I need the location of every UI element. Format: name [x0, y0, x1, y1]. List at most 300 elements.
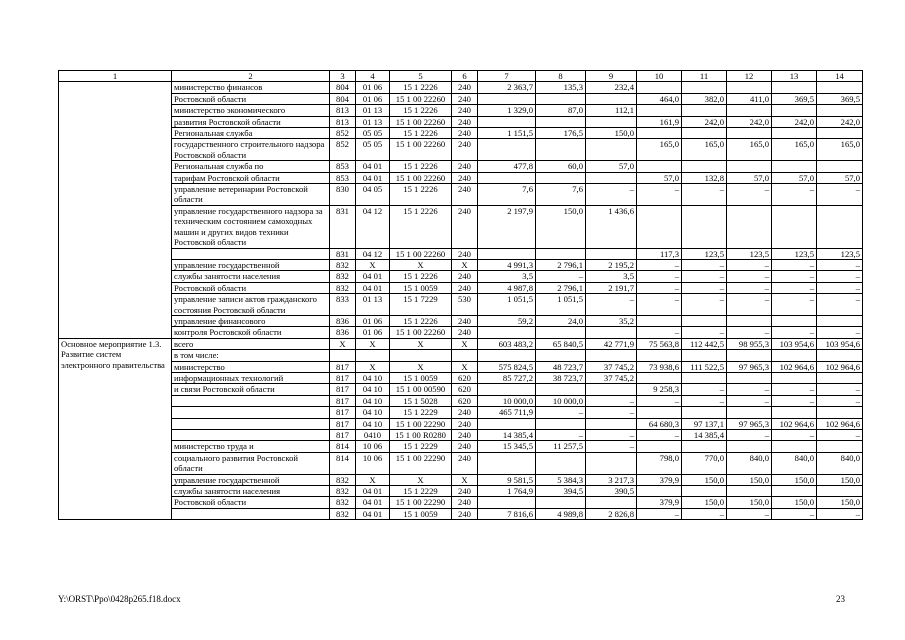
value-cell: [478, 350, 536, 361]
value-cell: [817, 486, 863, 497]
value-cell: [478, 248, 536, 259]
code-cell: 814: [330, 441, 356, 452]
code-cell: 15 1 00 R0280: [390, 430, 452, 441]
value-cell: 3,5: [478, 271, 536, 282]
executor-cell: тарифам Ростовской области: [172, 172, 330, 183]
value-cell: [727, 128, 772, 139]
code-cell: 04 01: [356, 271, 390, 282]
executor-cell: [172, 395, 330, 406]
value-cell: 64 680,3: [637, 418, 682, 429]
value-cell: [817, 205, 863, 248]
value-cell: 840,0: [772, 452, 817, 474]
value-cell: 7,6: [478, 184, 536, 206]
value-cell: [478, 384, 536, 395]
code-cell: 832: [330, 508, 356, 519]
table-row: [59, 116, 863, 127]
value-cell: 150,0: [817, 497, 863, 508]
table-row: [59, 497, 863, 508]
value-cell: [637, 486, 682, 497]
table-row: [59, 205, 863, 248]
value-cell: [637, 82, 682, 93]
code-cell: 240: [452, 105, 478, 116]
value-cell: 57,0: [586, 161, 637, 172]
value-cell: –: [772, 271, 817, 282]
table-row: [59, 128, 863, 139]
code-cell: 01 13: [356, 294, 390, 316]
value-cell: 102 964,6: [772, 418, 817, 429]
header-cell: 8: [536, 71, 586, 82]
code-cell: 10 06: [356, 441, 390, 452]
value-cell: –: [817, 508, 863, 519]
code-cell: 852: [330, 139, 356, 161]
value-cell: 161,9: [637, 116, 682, 127]
value-cell: 242,0: [817, 116, 863, 127]
code-cell: 10 06: [356, 452, 390, 474]
code-cell: 240: [452, 282, 478, 293]
value-cell: 150,0: [772, 474, 817, 485]
value-cell: [727, 315, 772, 326]
code-cell: 01 13: [356, 116, 390, 127]
value-cell: [478, 139, 536, 161]
header-cell: 11: [682, 71, 727, 82]
code-cell: 813: [330, 105, 356, 116]
value-cell: [586, 384, 637, 395]
value-cell: –: [682, 282, 727, 293]
code-cell: 04 01: [356, 497, 390, 508]
value-cell: 1 329,0: [478, 105, 536, 116]
table-row: [59, 294, 863, 316]
header-cell: 7: [478, 71, 536, 82]
value-cell: –: [772, 395, 817, 406]
table-row: [59, 282, 863, 293]
value-cell: 103 954,6: [817, 338, 863, 349]
value-cell: –: [586, 184, 637, 206]
value-cell: 59,2: [478, 315, 536, 326]
value-cell: [682, 407, 727, 418]
code-cell: 01 06: [356, 93, 390, 104]
value-cell: [772, 315, 817, 326]
code-cell: 15 1 00 22260: [390, 116, 452, 127]
executor-cell: Ростовской области: [172, 282, 330, 293]
executor-cell: [172, 248, 330, 259]
value-cell: [536, 172, 586, 183]
value-cell: –: [817, 395, 863, 406]
value-cell: [772, 372, 817, 383]
code-cell: 804: [330, 93, 356, 104]
code-cell: 04 10: [356, 418, 390, 429]
code-cell: 04 10: [356, 384, 390, 395]
code-cell: Х: [356, 361, 390, 372]
value-cell: –: [637, 327, 682, 338]
value-cell: [637, 161, 682, 172]
value-cell: [682, 105, 727, 116]
value-cell: 7,6: [536, 184, 586, 206]
code-cell: 620: [452, 384, 478, 395]
value-cell: [536, 452, 586, 474]
value-cell: [536, 248, 586, 259]
code-cell: 15 1 2226: [390, 128, 452, 139]
value-cell: 770,0: [682, 452, 727, 474]
value-cell: 369,5: [817, 93, 863, 104]
code-cell: 814: [330, 452, 356, 474]
value-cell: [536, 327, 586, 338]
value-cell: [478, 418, 536, 429]
executor-cell: министерство труда и: [172, 441, 330, 452]
executor-cell: службы занятости населения: [172, 486, 330, 497]
value-cell: 117,3: [637, 248, 682, 259]
executor-cell: в том числе:: [172, 350, 330, 361]
code-cell: 240: [452, 248, 478, 259]
value-cell: [772, 82, 817, 93]
code-cell: [390, 350, 452, 361]
value-cell: 465 711,9: [478, 407, 536, 418]
table-row: [59, 161, 863, 172]
code-cell: 240: [452, 128, 478, 139]
value-cell: 123,5: [682, 248, 727, 259]
value-cell: [727, 407, 772, 418]
value-cell: –: [637, 259, 682, 270]
header-cell: 10: [637, 71, 682, 82]
table-row: [59, 486, 863, 497]
table-row: [59, 361, 863, 372]
value-cell: –: [586, 441, 637, 452]
code-cell: 15 1 2229: [390, 407, 452, 418]
value-cell: 464,0: [637, 93, 682, 104]
value-cell: –: [586, 294, 637, 316]
code-cell: 04 01: [356, 172, 390, 183]
value-cell: 102 964,6: [772, 361, 817, 372]
value-cell: [637, 441, 682, 452]
value-cell: 60,0: [536, 161, 586, 172]
value-cell: –: [727, 259, 772, 270]
code-cell: 832: [330, 486, 356, 497]
value-cell: –: [727, 395, 772, 406]
header-cell: 13: [772, 71, 817, 82]
code-cell: 240: [452, 116, 478, 127]
code-cell: 240: [452, 139, 478, 161]
code-cell: 832: [330, 282, 356, 293]
value-cell: 87,0: [536, 105, 586, 116]
code-cell: 15 1 00 22290: [390, 418, 452, 429]
value-cell: 38 723,7: [536, 372, 586, 383]
table-row: [59, 452, 863, 474]
value-cell: –: [682, 184, 727, 206]
table-row: [59, 271, 863, 282]
value-cell: 150,0: [682, 474, 727, 485]
code-cell: 04 12: [356, 205, 390, 248]
table-row: [59, 372, 863, 383]
value-cell: [586, 93, 637, 104]
table-row: [59, 105, 863, 116]
value-cell: –: [772, 184, 817, 206]
value-cell: 840,0: [727, 452, 772, 474]
value-cell: [478, 327, 536, 338]
code-cell: 853: [330, 172, 356, 183]
code-cell: 04 10: [356, 372, 390, 383]
code-cell: 15 1 2226: [390, 205, 452, 248]
value-cell: –: [637, 271, 682, 282]
value-cell: –: [817, 259, 863, 270]
value-cell: [637, 315, 682, 326]
value-cell: –: [536, 271, 586, 282]
executor-cell: министерство финансов: [172, 82, 330, 93]
value-cell: [817, 82, 863, 93]
value-cell: [682, 82, 727, 93]
value-cell: –: [817, 282, 863, 293]
value-cell: –: [727, 384, 772, 395]
value-cell: 242,0: [727, 116, 772, 127]
value-cell: 165,0: [817, 139, 863, 161]
code-cell: 01 13: [356, 105, 390, 116]
value-cell: 57,0: [727, 172, 772, 183]
value-cell: 390,5: [586, 486, 637, 497]
code-cell: 832: [330, 497, 356, 508]
value-cell: [682, 441, 727, 452]
value-cell: 112,1: [586, 105, 637, 116]
code-cell: 817: [330, 372, 356, 383]
executor-cell: [172, 418, 330, 429]
value-cell: [772, 205, 817, 248]
value-cell: –: [727, 271, 772, 282]
code-cell: 817: [330, 407, 356, 418]
value-cell: –: [727, 327, 772, 338]
value-cell: [727, 486, 772, 497]
value-cell: 132,8: [682, 172, 727, 183]
code-cell: Х: [390, 259, 452, 270]
value-cell: [817, 128, 863, 139]
value-cell: 165,0: [682, 139, 727, 161]
header-cell: 5: [390, 71, 452, 82]
code-cell: 15 1 00 22260: [390, 327, 452, 338]
value-cell: [772, 128, 817, 139]
executor-cell: и связи Ростовской области: [172, 384, 330, 395]
code-cell: 15 1 00 22260: [390, 248, 452, 259]
value-cell: –: [772, 508, 817, 519]
value-cell: 242,0: [682, 116, 727, 127]
value-cell: –: [586, 395, 637, 406]
value-cell: 42 771,9: [586, 338, 637, 349]
value-cell: 150,0: [772, 497, 817, 508]
value-cell: –: [727, 430, 772, 441]
value-cell: [637, 407, 682, 418]
value-cell: [727, 82, 772, 93]
value-cell: 840,0: [817, 452, 863, 474]
value-cell: [682, 372, 727, 383]
code-cell: 240: [452, 452, 478, 474]
code-cell: 620: [452, 372, 478, 383]
value-cell: [817, 161, 863, 172]
header-row: [59, 71, 863, 82]
code-cell: 240: [452, 205, 478, 248]
header-cell: 4: [356, 71, 390, 82]
value-cell: 2 826,8: [586, 508, 637, 519]
value-cell: 85 727,2: [478, 372, 536, 383]
code-cell: 831: [330, 205, 356, 248]
value-cell: [727, 350, 772, 361]
executor-cell: [172, 430, 330, 441]
table-row: [59, 259, 863, 270]
code-cell: 240: [452, 407, 478, 418]
executor-cell: всего: [172, 338, 330, 349]
value-cell: [536, 350, 586, 361]
executor-cell: социального развития Ростовской области: [172, 452, 330, 474]
code-cell: 240: [452, 430, 478, 441]
value-cell: [478, 452, 536, 474]
code-cell: 15 1 2226: [390, 161, 452, 172]
code-cell: 0410: [356, 430, 390, 441]
value-cell: [586, 172, 637, 183]
value-cell: [536, 139, 586, 161]
code-cell: 817: [330, 430, 356, 441]
value-cell: 477,8: [478, 161, 536, 172]
value-cell: [536, 116, 586, 127]
value-cell: [682, 315, 727, 326]
value-cell: 2 195,2: [586, 259, 637, 270]
code-cell: 01 06: [356, 82, 390, 93]
code-cell: 15 1 00 00590: [390, 384, 452, 395]
header-cell: 3: [330, 71, 356, 82]
value-cell: –: [772, 282, 817, 293]
value-cell: [817, 441, 863, 452]
value-cell: 382,0: [682, 93, 727, 104]
code-cell: 04 12: [356, 248, 390, 259]
value-cell: 2 197,9: [478, 205, 536, 248]
code-cell: 817: [330, 418, 356, 429]
code-cell: 15 1 00 22290: [390, 452, 452, 474]
value-cell: [586, 418, 637, 429]
value-cell: [536, 418, 586, 429]
executor-cell: Региональная служба: [172, 128, 330, 139]
value-cell: [586, 248, 637, 259]
header-cell: 2: [172, 71, 330, 82]
code-cell: 240: [452, 441, 478, 452]
code-cell: 813: [330, 116, 356, 127]
value-cell: –: [772, 384, 817, 395]
value-cell: –: [817, 184, 863, 206]
value-cell: 242,0: [772, 116, 817, 127]
code-cell: 15 1 5028: [390, 395, 452, 406]
code-cell: 530: [452, 294, 478, 316]
code-cell: 240: [452, 172, 478, 183]
executor-cell: службы занятости населения: [172, 271, 330, 282]
value-cell: 379,9: [637, 474, 682, 485]
code-cell: 240: [452, 161, 478, 172]
code-cell: 817: [330, 361, 356, 372]
value-cell: –: [682, 508, 727, 519]
header-cell: 14: [817, 71, 863, 82]
value-cell: 1 436,6: [586, 205, 637, 248]
value-cell: [586, 139, 637, 161]
code-cell: Х: [356, 474, 390, 485]
page-number: 23: [836, 594, 845, 604]
code-cell: 05 05: [356, 128, 390, 139]
value-cell: –: [817, 294, 863, 316]
code-cell: 05 05: [356, 139, 390, 161]
header-cell: 1: [59, 71, 172, 82]
value-cell: 102 964,6: [817, 361, 863, 372]
value-cell: –: [817, 271, 863, 282]
value-cell: 150,0: [682, 497, 727, 508]
value-cell: [817, 407, 863, 418]
value-cell: [727, 205, 772, 248]
value-cell: [682, 128, 727, 139]
value-cell: [637, 205, 682, 248]
value-cell: 150,0: [727, 497, 772, 508]
value-cell: 135,3: [536, 82, 586, 93]
code-cell: Х: [356, 259, 390, 270]
value-cell: –: [586, 430, 637, 441]
value-cell: [586, 327, 637, 338]
value-cell: –: [727, 282, 772, 293]
value-cell: –: [727, 294, 772, 316]
code-cell: 15 1 2229: [390, 486, 452, 497]
value-cell: [772, 407, 817, 418]
value-cell: 9 258,3: [637, 384, 682, 395]
table-row: [59, 441, 863, 452]
code-cell: 15 1 0059: [390, 508, 452, 519]
value-cell: –: [817, 384, 863, 395]
value-cell: –: [637, 508, 682, 519]
budget-table: [58, 70, 863, 520]
value-cell: –: [772, 327, 817, 338]
value-cell: 369,5: [772, 93, 817, 104]
value-cell: 1 051,5: [536, 294, 586, 316]
code-cell: 15 1 7229: [390, 294, 452, 316]
activity-label-cell: [59, 82, 172, 338]
value-cell: 1 764,9: [478, 486, 536, 497]
code-cell: 01 06: [356, 327, 390, 338]
code-cell: Х: [452, 259, 478, 270]
table-row: [59, 82, 863, 93]
value-cell: 24,0: [536, 315, 586, 326]
value-cell: 4 987,8: [478, 282, 536, 293]
value-cell: 165,0: [727, 139, 772, 161]
code-cell: 04 01: [356, 282, 390, 293]
value-cell: 150,0: [817, 474, 863, 485]
value-cell: –: [682, 294, 727, 316]
code-cell: 836: [330, 327, 356, 338]
value-cell: [478, 116, 536, 127]
value-cell: [586, 116, 637, 127]
value-cell: 2 796,1: [536, 259, 586, 270]
value-cell: –: [536, 430, 586, 441]
code-cell: 15 1 2226: [390, 105, 452, 116]
document-table-area: [58, 70, 862, 520]
table-row: [59, 430, 863, 441]
executor-cell: [172, 407, 330, 418]
value-cell: 165,0: [772, 139, 817, 161]
value-cell: 798,0: [637, 452, 682, 474]
code-cell: Х: [452, 361, 478, 372]
value-cell: [772, 105, 817, 116]
table-row: [59, 139, 863, 161]
value-cell: –: [637, 395, 682, 406]
executor-cell: Ростовской области: [172, 497, 330, 508]
code-cell: 853: [330, 161, 356, 172]
value-cell: [727, 105, 772, 116]
value-cell: 1 051,5: [478, 294, 536, 316]
value-cell: 9 581,5: [478, 474, 536, 485]
code-cell: 836: [330, 315, 356, 326]
value-cell: [682, 205, 727, 248]
value-cell: 65 840,5: [536, 338, 586, 349]
value-cell: [478, 497, 536, 508]
value-cell: [727, 372, 772, 383]
value-cell: –: [682, 271, 727, 282]
value-cell: 11 257,5: [536, 441, 586, 452]
value-cell: [637, 105, 682, 116]
code-cell: 620: [452, 395, 478, 406]
